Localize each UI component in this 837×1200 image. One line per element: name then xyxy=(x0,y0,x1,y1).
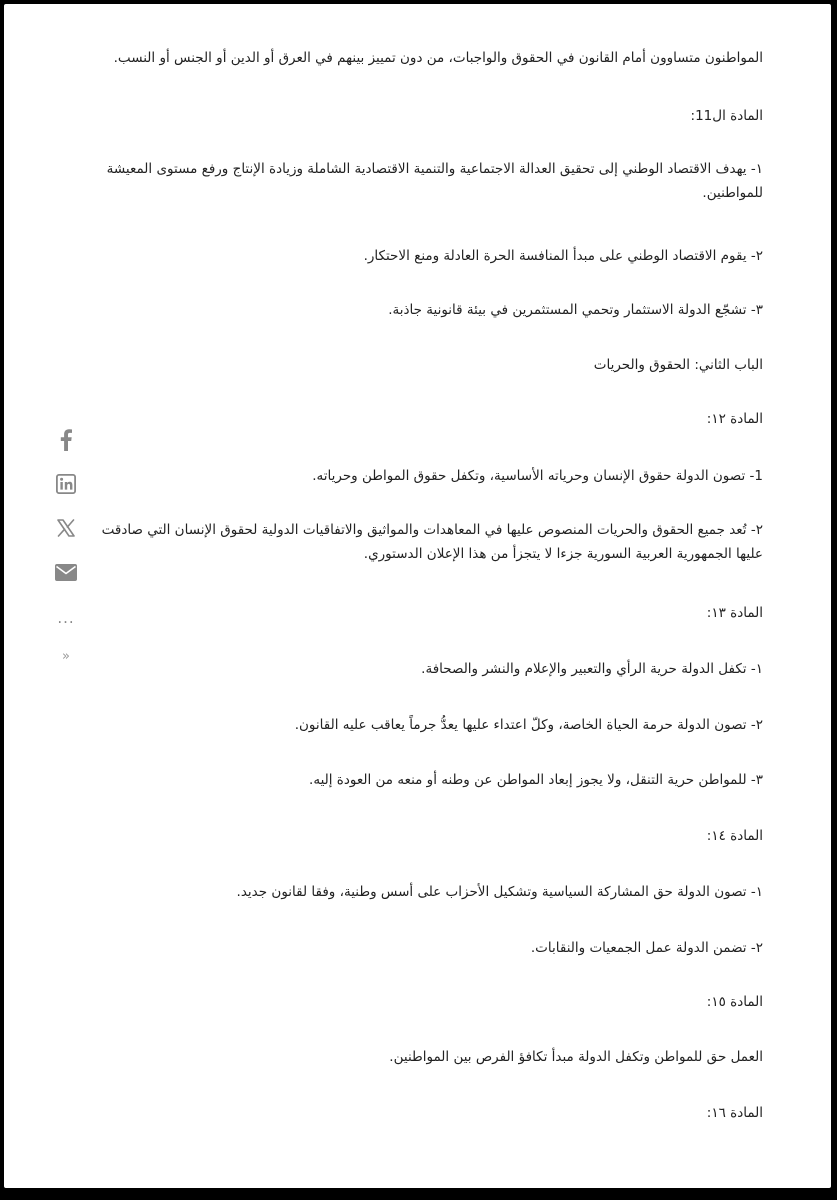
article-paragraph: ٢- تضمن الدولة عمل الجمعيات والنقابات. xyxy=(530,940,763,956)
article-paragraph: 1- تصون الدولة حقوق الإنسان وحرياته الأساسية، وتكفل حقوق المواطن وحرياته. xyxy=(312,468,763,484)
x-share-button[interactable] xyxy=(48,512,84,544)
collapse-share-button[interactable] xyxy=(48,640,84,672)
section-heading: الباب الثاني: الحقوق والحريات xyxy=(593,357,763,373)
x-icon xyxy=(57,519,75,537)
more-icon: ... xyxy=(57,609,75,627)
linkedin-share-button[interactable] xyxy=(48,468,84,500)
facebook-icon xyxy=(60,429,72,451)
article-paragraph: ٣- تشجّع الدولة الاستثمار وتحمي المستثمرين في بيئة قانونية جاذبة. xyxy=(388,302,763,318)
article-heading: المادة ١٣: xyxy=(706,605,763,621)
article-paragraph: ١- يهدف الاقتصاد الوطني إلى تحقيق العدالة الاجتماعية والتنمية الاقتصادية الشاملة وزيادة الإنتاج ورفع مستوى المعيشة للمواطنين. xyxy=(106,161,763,201)
article-paragraph: ٢- يقوم الاقتصاد الوطني على مبدأ المنافسة الحرة العادلة ومنع الاحتكار. xyxy=(363,248,763,264)
article-paragraph: المواطنون متساوون أمام القانون في الحقوق والواجبات، من دون تمييز بينهم في العرق أو الدين أو الجنس أو النسب. xyxy=(113,50,763,66)
article-heading: المادة ١٢: xyxy=(706,411,763,427)
article-paragraph: العمل حق للمواطن وتكفل الدولة مبدأ تكافؤ الفرص بين المواطنين. xyxy=(389,1049,763,1065)
article-heading: المادة ١٤: xyxy=(706,828,763,844)
article-heading: المادة ال11: xyxy=(690,108,763,124)
linkedin-icon xyxy=(56,474,76,494)
facebook-share-button[interactable] xyxy=(48,424,84,456)
more-share-button[interactable] xyxy=(48,602,84,634)
article-heading: المادة ١٥: xyxy=(706,994,763,1010)
email-icon xyxy=(55,564,77,581)
article-paragraph: ١- تصون الدولة حق المشاركة السياسية وتشكيل الأحزاب على أسس وطنية، وفقا لقانون جديد. xyxy=(236,884,763,900)
chevron-double-right-icon: » xyxy=(62,648,70,664)
article-page xyxy=(4,4,831,1188)
article-paragraph: ٢- تُعد جميع الحقوق والحريات المنصوص عليها في المعاهدات والمواثيق والاتفاقيات الدولية لحقوق الإنسان التي صادقت عليها الجمهورية العربية السورية جزءا لا يتجزأ من هذا الإعلان الدستوري. xyxy=(101,522,763,562)
article-paragraph: ٣- للمواطن حرية التنقل، ولا يجوز إبعاد المواطن عن وطنه أو منعه من العودة إليه. xyxy=(309,772,763,788)
article-heading: المادة ١٦: xyxy=(706,1105,763,1121)
article-paragraph: ١- تكفل الدولة حرية الرأي والتعبير والإعلام والنشر والصحافة. xyxy=(421,661,763,677)
email-share-button[interactable] xyxy=(48,556,84,588)
article-paragraph: ٢- تصون الدولة حرمة الحياة الخاصة، وكلّ اعتداء عليها يعدُّ جرماً يعاقب عليه القانون. xyxy=(294,717,763,733)
